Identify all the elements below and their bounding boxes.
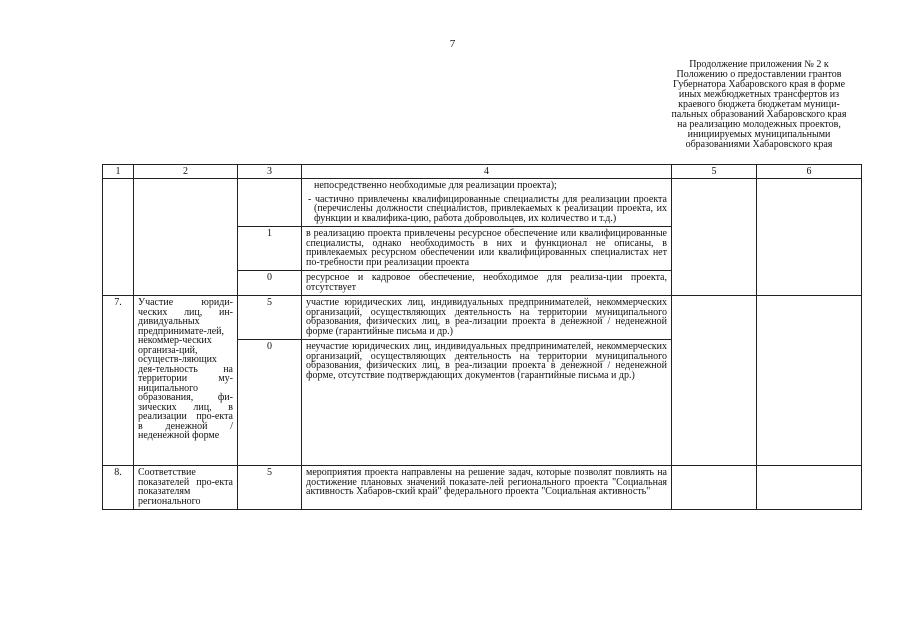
empty-cell [672,296,757,466]
column-header: 4 [302,165,672,179]
criterion-number-cell: 8. [103,466,134,510]
empty-cell [672,466,757,510]
description-cell: в реализацию проекта привлечены ресурсное обеспечение или квалифицированные специалисты, однако необходимость в них и функционал не описаны, в привлекаемых ресурсном обеспечении или квалифицированных специалистах нет по-требности при реализации проекта [302,227,672,271]
appendix-note-line: на реализацию молодежных проектов, [677,119,841,130]
criterion-text-cell: Участие юриди-ческих лиц, ин-дивидуальных предпринимате-лей, некоммер-ческих организа-ций, осуществ-ляющих дея-тельность на территории му-ниципального образования, фи-зических лиц, в реализации про-екта в денежной / неденежной форме [134,296,238,466]
column-header: 3 [238,165,302,179]
score-cell: 1 [238,227,302,271]
score-cell: 0 [238,340,302,466]
table-row [103,296,862,340]
empty-cell [757,179,862,296]
score-cell: 5 [238,296,302,340]
criterion-text-cell: Соответствие показателей про-екта показателям регионального [134,466,238,510]
description-text: непосредственно необходимые для реализации проекта); [314,180,557,191]
score-cell [238,179,302,227]
criterion-text-cell [134,179,238,296]
empty-cell [757,296,862,466]
appendix-note [640,60,878,150]
appendix-note-line: пальных образований Хабаровского края [671,109,847,120]
empty-cell [757,466,862,510]
description-cell: неучастие юридических лиц, индивидуальных предпринимателей, некоммерческих организаций, осуществляющих деятельность на территории муниципального образования, физических лиц, в реа-лизации проекта в денежной / неденежной форме, отсутствие подтверждающих документов (гарантийные письма и др.) [302,340,672,466]
table-row [103,179,862,227]
score-cell: 5 [238,466,302,510]
appendix-note-line: Положению о предоставлении грантов [676,69,842,80]
appendix-note-line: Продолжение приложения № 2 к [689,59,829,70]
score-cell: 0 [238,271,302,296]
column-header: 5 [672,165,757,179]
appendix-note-line: краевого бюджета бюджетам муници- [678,99,840,110]
criterion-number-cell [103,179,134,296]
description-cell: мероприятия проекта направлены на решение задач, которые позволят повлиять на достижение плановых значений показате-лей регионального проекта "Социальная активность Хабаров-ский край" федерального проекта "Социальная активность" [302,466,672,510]
description-cell: ресурсное и кадровое обеспечение, необходимое для реализа-ции проекта, отсутствует [302,271,672,296]
appendix-note-line: иных межбюджетных трансфертов из [678,89,840,100]
empty-cell [672,179,757,296]
table-row [103,466,862,510]
appendix-note-line: образованиями Хабаровского края [685,139,833,150]
page-number: 7 [449,38,456,50]
description-cell [302,179,672,227]
appendix-note-line: Губернатора Хабаровского края в форме [672,79,846,90]
criteria-table [102,164,862,510]
description-text: - частично привлечены квалифицированные специалисты для реализации проекта (перечислены должности специалистов, привлекаемых к реализации проекта, их функции и квалифика-цию, работа добровольцев, их количество и т.д.) [308,193,667,224]
table-header-row [103,165,862,179]
appendix-note-line: инициируемых муниципальными [687,129,831,140]
description-cell: участие юридических лиц, индивидуальных предпринимателей, некоммерческих организаций, осуществляющих деятельность на территории муниципального образования, физических лиц, в реа-лизации проекта в денежной / неденежной форме (гарантийные письма и др.) [302,296,672,340]
column-header: 2 [134,165,238,179]
criterion-number-cell: 7. [103,296,134,466]
column-header: 6 [757,165,862,179]
column-header: 1 [103,165,134,179]
